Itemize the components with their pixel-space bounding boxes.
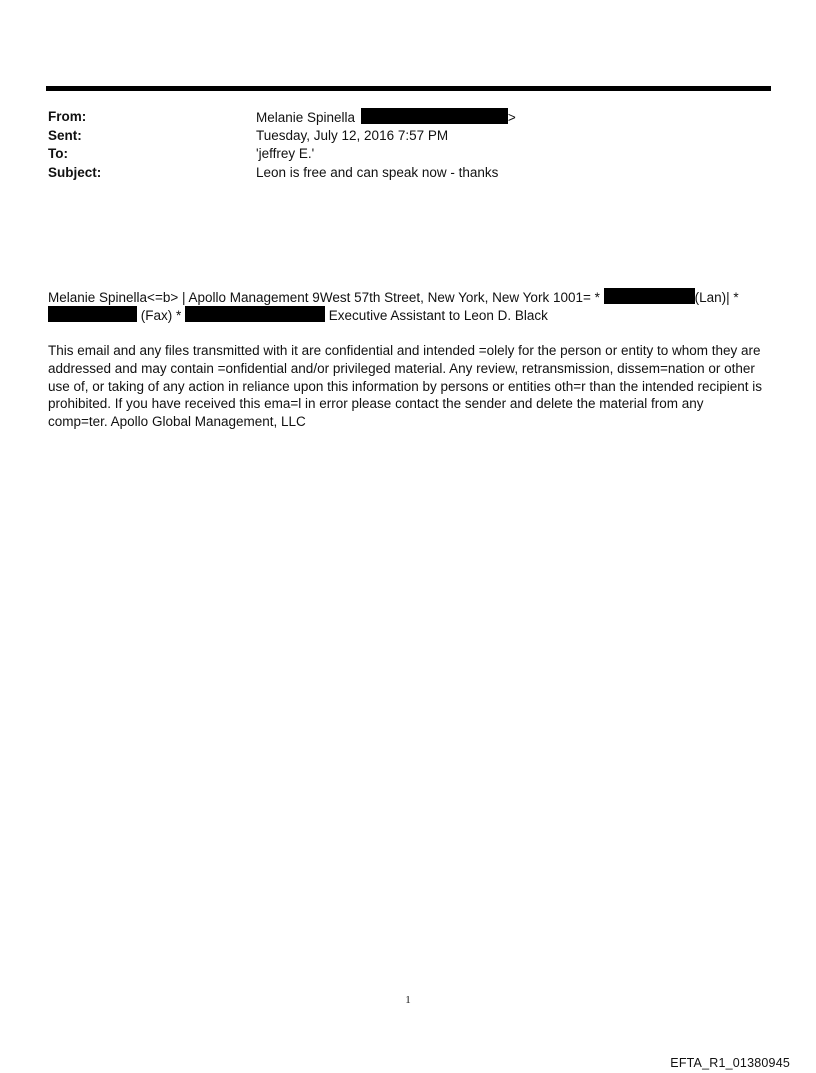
signature-title: Executive Assistant to Leon D. Black [328,308,548,323]
signature-fax: (Fax) * [137,308,182,323]
redaction-box [185,306,325,322]
document-id: EFTA_R1_01380945 [670,1056,790,1070]
confidentiality-disclaimer: This email and any files transmitted with it are confidential and intended =olely for the person or entity to whom they are addressed and may contain =onfidential and/or privileged material. Any review, retransmission, dissem=nation or other use of, or taking of any action in reliance upon this information by persons or entities oth=r than the intended recipient is prohibited. If you have received this ema=l in error please contact the sender and delete the material from any comp=ter. Apollo Global Management, LLC [48,343,763,430]
from-name: Melanie Spinella [256,110,356,125]
sent-value: Tuesday, July 12, 2016 7:57 PM [256,127,449,143]
subject-value: Leon is free and can speak now - thanks [256,164,499,180]
redaction-box [361,108,508,124]
from-label: From: [48,109,87,124]
redaction-box [48,306,137,322]
to-label: To: [48,146,68,161]
to-row [48,145,748,164]
email-header [48,108,748,182]
to-value: 'jeffrey E.' [256,146,315,161]
signature-phone-type: (Lan)| * [694,290,739,305]
signature-line-1 [48,288,768,306]
sent-label: Sent: [48,127,82,143]
subject-label: Subject: [48,164,102,180]
email-signature [48,288,768,324]
sent-row [48,127,748,146]
header-divider [46,86,771,91]
page-number: 1 [405,994,411,1006]
subject-row [48,164,748,183]
from-row [48,108,748,127]
signature-line-2 [48,306,768,324]
redaction-box [604,288,695,304]
from-suffix: > [507,110,516,125]
from-value [256,108,748,127]
signature-text: Melanie Spinella<=b> | Apollo Management 9West 57th Street, New York, New York 1001= * [48,290,604,305]
